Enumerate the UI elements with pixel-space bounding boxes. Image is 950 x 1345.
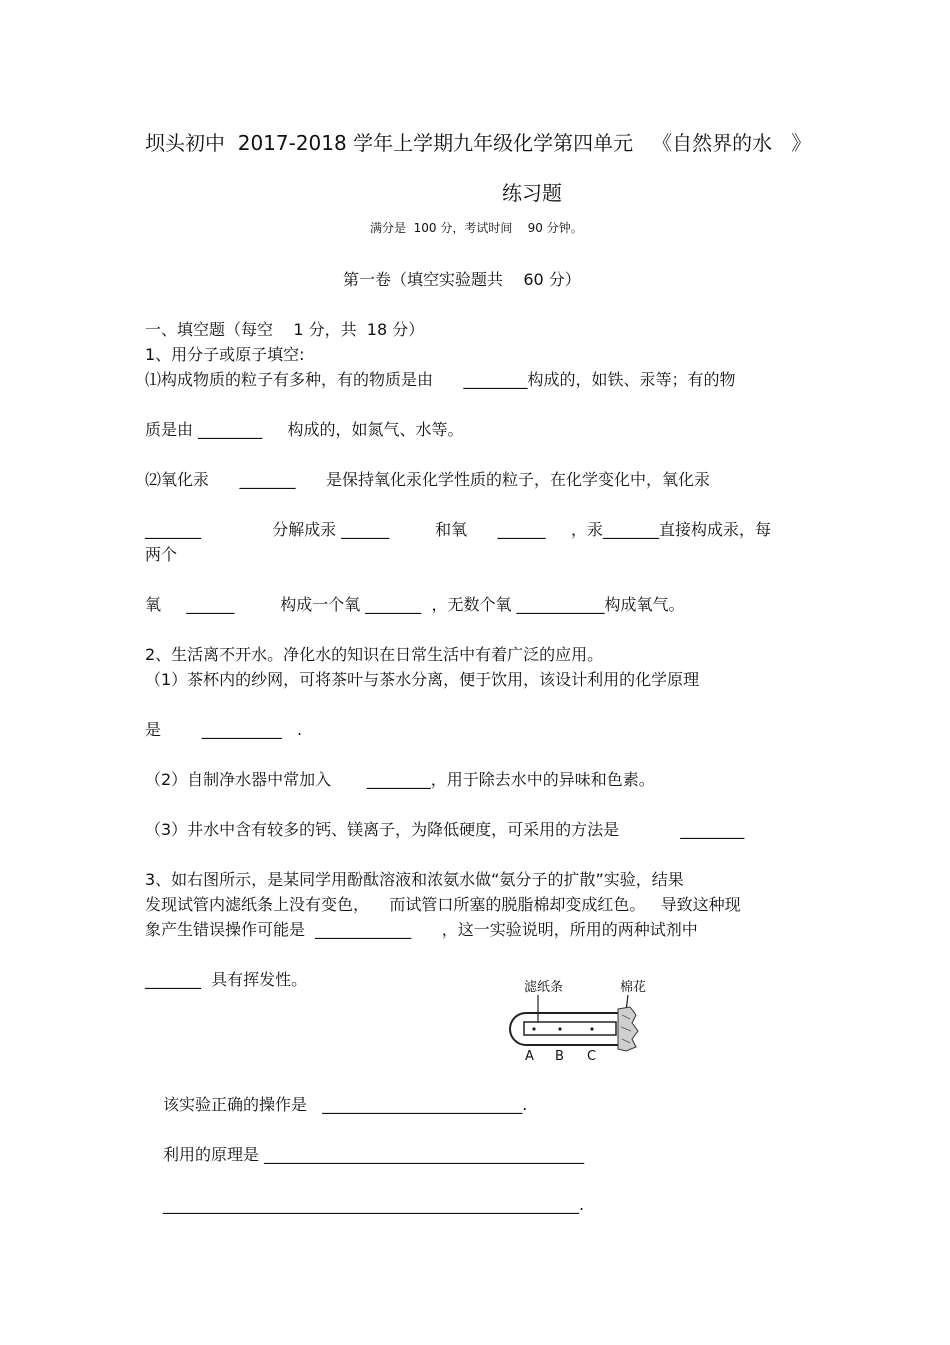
q1-stem: 1、用分子或原子填空: (145, 345, 305, 364)
principle-line-2: ____________________________________________________. (163, 1195, 585, 1214)
q3-line2: 发现试管内滤纸条上没有变色， 而试管口所塞的脱脂棉却变成红色。 导致这种现 (145, 895, 741, 914)
q2-p2: （2）自制净水器中常加入 ________，用于除去水中的异味和色素。 (145, 770, 655, 789)
point-b-label: B (555, 1049, 564, 1064)
q1-p2-line1: ⑵氧化汞 _______ 是保持氧化汞化学性质的粒子，在化学变化中，氧化汞 (145, 470, 711, 489)
score-note: 满分是 100 分，考试时间 90 分钟。 (370, 221, 583, 235)
point-c-label: C (587, 1049, 597, 1064)
q1-p2-line2: _______ 分解成汞 ______ 和氧 ______ ，汞_______直接构成汞，每 (145, 520, 772, 539)
q1-p2-line4: 氧 ______ 构成一个氧 _______ ，无数个氧 ___________构成氧气。 (145, 595, 685, 614)
title-line-2: 练习题 (502, 181, 562, 205)
q2-stem: 2、生活离不开水。净化水的知识在日常生活中有着广泛的应用。 (145, 645, 604, 664)
section-heading: 一、填空题（每空 1 分，共 18 分） (145, 320, 425, 339)
label-cotton: 棉花 (620, 980, 647, 995)
q3-line4: _______ 具有挥发性。 (145, 970, 308, 989)
label-filter-strip: 滤纸条 (524, 980, 564, 995)
test-tube-figure (500, 975, 660, 1067)
q3-line3: 象产生错误操作可能是 ____________ ，这一实验说明，所用的两种试剂中 (145, 920, 698, 939)
q3-line1: 3、如右图所示，是某同学用酚酞溶液和浓氨水做“氨分子的扩散”实验，结果 (145, 870, 684, 889)
principle-line-1: 利用的原理是 ________________________________________ (163, 1145, 585, 1164)
correct-operation: 该实验正确的操作是 _________________________. (163, 1095, 528, 1114)
q2-p1-line2: 是 __________ . (145, 720, 303, 739)
q1-p2-line3: 两个 (145, 545, 178, 564)
q1-p1-line2: 质是由 ________ 构成的，如氮气、水等。 (145, 420, 464, 439)
part-heading: 第一卷（填空实验题共 60 分） (343, 270, 581, 289)
q2-p1-line1: （1）茶杯内的纱网，可将茶叶与茶水分离，便于饮用，该设计利用的化学原理 (145, 670, 700, 689)
point-a-label: A (525, 1049, 534, 1064)
test-tube-diagram (500, 975, 660, 1067)
q2-p3: （3）井水中含有较多的钙、镁离子，为降低硬度，可采用的方法是 ________ (145, 820, 745, 839)
title-line-1: 坝头初中 2017-2018 学年上学期九年级化学第四单元 《自然界的水 》 (145, 131, 812, 155)
q1-p1-line1: ⑴构成物质的粒子有多种，有的物质是由 ________构成的，如铁、汞等；有的物 (145, 370, 736, 389)
